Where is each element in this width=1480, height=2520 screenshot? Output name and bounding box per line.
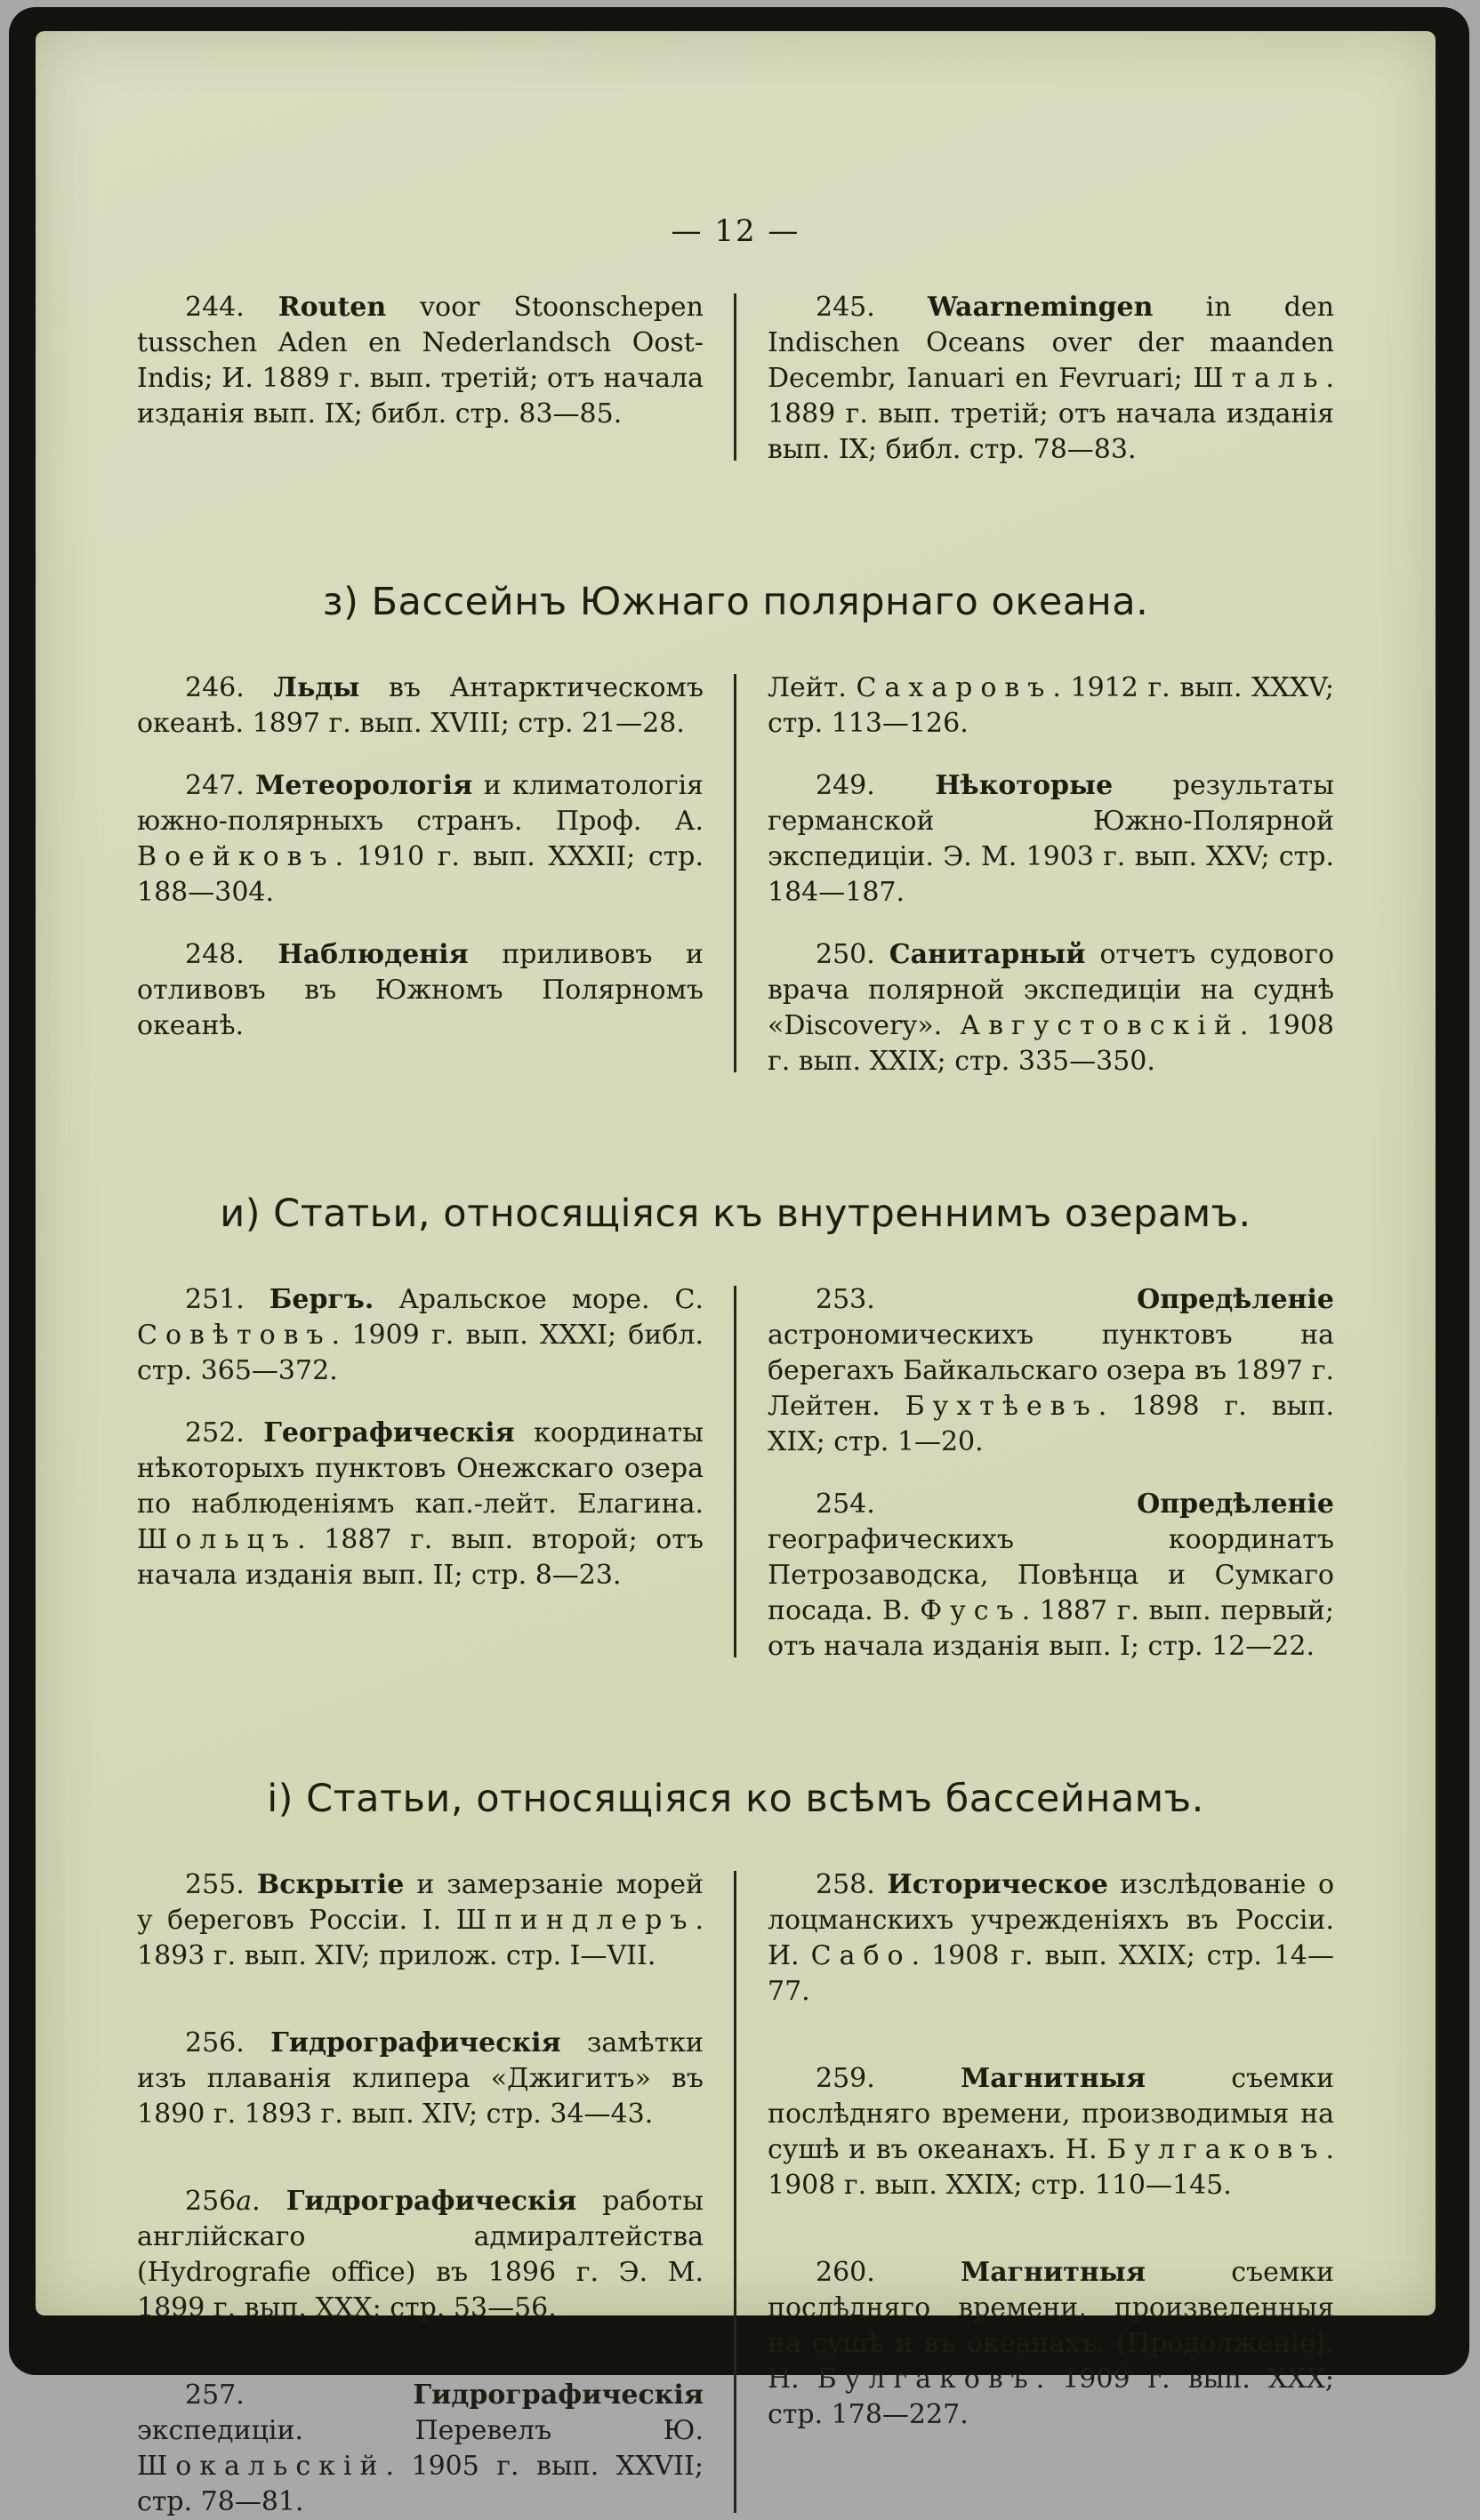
- entry-text-segment: Лейт.: [768, 672, 857, 703]
- entry-text-segment: и замерзаніе морей у береговъ Россіи. І.: [137, 1869, 704, 1936]
- entry-text-segment: отчетъ судового врача полярной экспедиціи на суднѣ «Discovery».: [768, 939, 1334, 1041]
- entry-text-segment: in den Indischen Oceans over der maanden Decembr, Ianuari en Fevruari;: [768, 292, 1334, 394]
- entry-text-segment: Routen: [278, 292, 387, 323]
- entry-text-segment: . 1887 г. вып. второй; отъ начала изданія вып. II; стр. 8—23.: [137, 1524, 704, 1591]
- column-divider: [734, 1871, 736, 2513]
- entry-text-segment: 256.: [185, 2027, 271, 2059]
- entry-text-segment: Наблюденія: [278, 939, 469, 970]
- entry-text-segment: замѣтки изъ плаванія клипера «Джигитъ» въ 1890 г. 1893 г. вып. XIV; стр. 34—43.: [137, 2027, 704, 2130]
- bibliography-entry: [137, 2378, 704, 2520]
- entry-text-segment: . 1889 г. вып. третій; отъ начала изданія вып. IX; библ. стр. 78—83.: [768, 363, 1334, 465]
- bibliography-entry: [137, 670, 704, 742]
- entry-text-segment: . 1908 г. вып. XXIX; стр. 335—350.: [768, 1010, 1334, 1077]
- bibliography-entry: [768, 1867, 1334, 2010]
- entry-text-segment: Воейковъ: [137, 841, 335, 872]
- entry-text-segment: Магнитныя: [961, 2063, 1146, 2094]
- entry-text-segment: 253.: [816, 1284, 1138, 1315]
- entry-text-segment: съемки послѣдняго времени, произведенныя на сушѣ и въ океанахъ. (Продолженіе). Н.: [768, 2257, 1334, 2395]
- entry-text-segment: результаты германской Южно-Полярной экспедиціи. Э. М. 1903 г. вып. XXV; стр. 184—187.: [768, 770, 1334, 908]
- bibliography-entry: [137, 1282, 704, 1389]
- entry-text-segment: Шольцъ: [137, 1524, 298, 1555]
- bibliography-entry: [768, 670, 1334, 742]
- entry-text-segment: Сабо: [810, 1940, 912, 1971]
- entry-text-segment: .: [252, 2186, 286, 2217]
- entry-text-segment: 248.: [185, 939, 278, 970]
- entry-text-segment: 251.: [185, 1284, 269, 1315]
- bibliography-entry: [768, 1282, 1334, 1460]
- entry-text-segment: Фусъ: [920, 1595, 1022, 1626]
- entry-text-segment: . 1908 г. вып. XXIX; стр. 14—77.: [768, 1940, 1335, 2007]
- right-column: [768, 670, 1334, 1079]
- section-heading: і) Статьи, относящіяся ко всѣмъ бассейнамъ.: [267, 1777, 1204, 1821]
- entry-text-segment: приливовъ и отливовъ въ Южномъ Полярномъ океанѣ.: [137, 939, 704, 1041]
- entry-text-segment: Бухтѣевъ: [905, 1391, 1098, 1422]
- column-divider: [734, 293, 736, 461]
- entry-text-segment: 247.: [185, 770, 256, 801]
- entry-text-segment: изслѣдованіе о лоцманскихъ учрежденіяхъ въ Россіи. И.: [768, 1869, 1334, 1971]
- bibliography-entry: [768, 2061, 1334, 2203]
- entry-text-segment: . 1910 г. вып. XXXII; стр. 188—304.: [137, 841, 704, 908]
- right-column: [768, 1282, 1334, 1665]
- section-columns: [137, 670, 1334, 1079]
- entry-text-segment: а: [236, 2186, 253, 2217]
- entry-text-segment: Шпиндлеръ: [455, 1905, 696, 1936]
- bibliography-entry: [137, 937, 704, 1044]
- bibliography-entry: [137, 768, 704, 911]
- entry-text-segment: Сахаровъ: [856, 672, 1053, 703]
- entry-text-segment: Опредѣленіе: [1137, 1489, 1334, 1520]
- left-column: [137, 670, 704, 1079]
- entry-text-segment: . 1887 г. вып. первый; отъ начала изданія вып. I; стр. 12—22.: [768, 1595, 1335, 1662]
- left-column: [137, 1867, 704, 2520]
- entry-text-segment: астрономическихъ пунктовъ на берегахъ Байкальскаго озера въ 1897 г. Лейтен.: [768, 1320, 1334, 1422]
- entry-text-segment: Гидрографическія: [413, 2380, 704, 2411]
- entry-text-segment: 252.: [185, 1417, 264, 1449]
- bibliography-entry: [137, 290, 704, 432]
- left-column: [137, 290, 704, 468]
- entry-text-segment: voor Stoonschepen tusschen Aden en Nederlandsch Oost-Indis; И. 1889 г. вып. третій; отъ начала изданія вып. IX; библ. стр. 83—85.: [137, 292, 704, 429]
- entry-text-segment: Санитарный: [889, 939, 1086, 970]
- entry-text-segment: работы англійскаго адмиралтейства (Hydrografie office) въ 1896 г. Э. М. 1899 г. вып. XXX; стр. 53—56.: [137, 2186, 704, 2323]
- entry-text-segment: Географическія: [263, 1417, 515, 1449]
- entry-text-segment: съемки послѣдняго времени, производимыя на сушѣ и въ океанахъ. Н.: [768, 2063, 1334, 2165]
- section-columns: [137, 290, 1334, 468]
- entry-text-segment: Историческое: [887, 1869, 1108, 1900]
- entry-text-segment: Нѣкоторые: [935, 770, 1114, 801]
- entry-text-segment: экспедиціи. Перевелъ Ю.: [137, 2415, 704, 2446]
- entry-text-segment: Шталь: [1193, 363, 1326, 394]
- bibliography-entry: [137, 2184, 704, 2326]
- entry-text-segment: 255.: [185, 1869, 257, 1900]
- entry-text-segment: Вскрытіе: [256, 1869, 405, 1900]
- entry-text-segment: . 1898 г. вып. XIX; стр. 1—20.: [768, 1391, 1335, 1457]
- entry-text-segment: Опредѣленіе: [1137, 1284, 1334, 1315]
- bibliography-entry: [137, 2026, 704, 2132]
- entry-text-segment: Аральское море. С.: [374, 1284, 704, 1315]
- entry-text-segment: . 1912 г. вып. XXXV; стр. 113—126.: [768, 672, 1334, 739]
- right-column: [768, 290, 1334, 468]
- bibliography-entry: [137, 1867, 704, 1974]
- section-columns: [137, 1867, 1334, 2520]
- section-heading: з) Бассейнъ Южнаго полярнаго океана.: [322, 580, 1149, 624]
- entry-text-segment: Шокальскій: [137, 2451, 386, 2482]
- bibliography-entry: [768, 1487, 1334, 1665]
- entry-text-segment: географическихъ координатъ Петрозаводска, Повѣнца и Сумкаго посада. В.: [768, 1524, 1334, 1626]
- entry-text-segment: 258.: [816, 1869, 888, 1900]
- content: [137, 213, 1334, 2520]
- entry-text-segment: Булгаковъ: [1106, 2134, 1326, 2165]
- book-page: [36, 31, 1436, 2517]
- bibliography-entry: [137, 1416, 704, 1593]
- entry-text-segment: 244.: [185, 292, 278, 323]
- entry-text-segment: 246.: [185, 672, 274, 703]
- entry-text-segment: Гидрографическія: [286, 2186, 577, 2217]
- entry-text-segment: Магнитныя: [961, 2257, 1146, 2288]
- entry-text-segment: Совѣтовъ: [137, 1320, 332, 1351]
- entry-text-segment: Waarnemingen: [927, 292, 1154, 323]
- entry-text-segment: . 1909 г. вып. XXX; стр. 178—227.: [768, 2364, 1335, 2430]
- entry-text-segment: 254.: [816, 1489, 1138, 1520]
- entry-text-segment: . 1908 г. вып. XXIX; стр. 110—145.: [768, 2134, 1334, 2201]
- entry-text-segment: въ Антарктическомъ океанѣ. 1897 г. вып. XVIII; стр. 21—28.: [137, 672, 704, 739]
- bibliography-entry: [768, 768, 1334, 911]
- bibliography-entry: [768, 2255, 1334, 2433]
- right-column: [768, 1867, 1334, 2520]
- entry-text-segment: . 1893 г. вып. XIV; прилож. стр. I—VII.: [137, 1905, 704, 1971]
- entry-text-segment: и климатологія южно-полярныхъ странъ. Проф. А.: [137, 770, 704, 837]
- entry-text-segment: 249.: [816, 770, 936, 801]
- column-divider: [734, 1286, 736, 1657]
- entry-text-segment: 245.: [816, 292, 928, 323]
- section-heading: и) Статьи, относящіяся къ внутреннимъ озерамъ.: [220, 1192, 1251, 1236]
- entry-text-segment: 259.: [816, 2063, 961, 2094]
- section-columns: [137, 1282, 1334, 1665]
- entry-text-segment: 260.: [816, 2257, 961, 2288]
- bibliography-entry: [768, 937, 1334, 1079]
- left-column: [137, 1282, 704, 1665]
- page-number: — 12 —: [671, 213, 800, 249]
- bibliography-entry: [768, 290, 1334, 468]
- entry-text-segment: координаты нѣкоторыхъ пунктовъ Онежскаго озера по наблюденіямъ кап.-лейт. Елагина.: [137, 1417, 704, 1520]
- column-divider: [734, 674, 736, 1072]
- entry-text-segment: Булгаковъ: [816, 2364, 1036, 2395]
- entry-text-segment: Льды: [273, 672, 360, 703]
- entry-text-segment: 256: [185, 2186, 237, 2217]
- entry-text-segment: . 1909 г. вып. XXXI; библ. стр. 365—372.: [137, 1320, 704, 1386]
- entry-text-segment: Гидрографическія: [270, 2027, 561, 2059]
- entry-text-segment: 250.: [816, 939, 889, 970]
- entry-text-segment: . 1905 г. вып. XXVII; стр. 78—81.: [137, 2451, 704, 2517]
- entry-text-segment: Августовскій: [960, 1010, 1240, 1041]
- entry-text-segment: Бергъ.: [269, 1284, 374, 1315]
- entry-text-segment: 257.: [185, 2380, 414, 2411]
- entry-text-segment: Метеорологія: [255, 770, 473, 801]
